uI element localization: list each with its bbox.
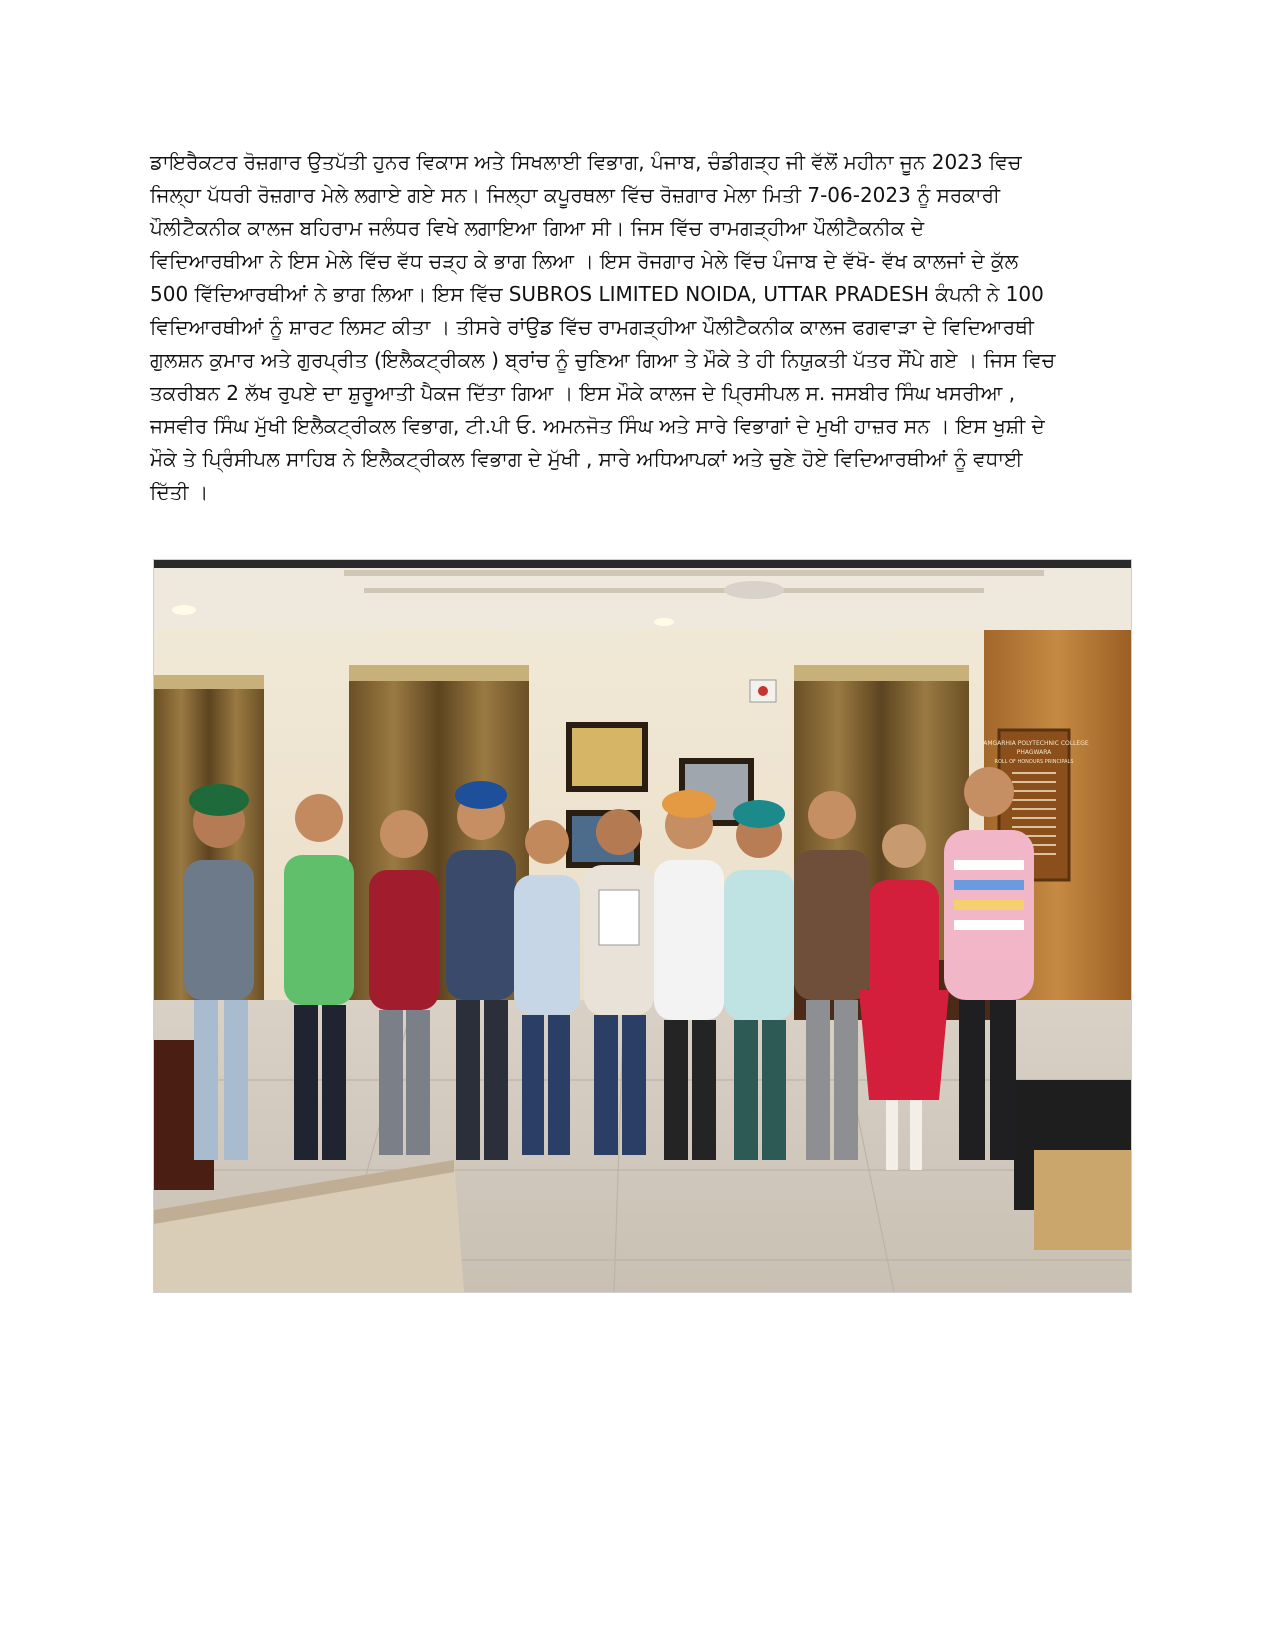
- paragraph-line: ਜਸਵੀਰ ਸਿੰਘ ਮੁੱਖੀ ਇਲੈਕਟ੍ਰੀਕਲ ਵਿਭਾਗ, ਟੀ.ਪੀ ਓ. ਅਮਨਜੋਤ ਸਿੰਘ ਅਤੇ ਸਾਰੇ ਵਿਭਾਗਾਂ ਦੇ ਮੁਖੀ ਹਾਜ਼ਰ ਸਨ । ਇਸ ਖੁਸ਼ੀ ਦੇ: [150, 414, 1045, 438]
- paragraph-line: ਤਕਰੀਬਨ 2 ਲੱਖ ਰੁਪਏ ਦਾ ਸ਼ੁਰੂਆਤੀ ਪੈਕਜ ਦਿੱਤਾ ਗਿਆ । ਇਸ ਮੌਕੇ ਕਾਲਜ ਦੇ ਪ੍ਰਿਸੀਪਲ ਸ. ਜਸਬੀਰ ਸਿੰਘ ਖਸਰੀਆ ,: [150, 381, 1016, 405]
- paragraph-line: ਵਿਦਿਆਰਥੀਆਂ ਨੂੰ ਸ਼ਾਰਟ ਲਿਸਟ ਕੀਤਾ । ਤੀਸਰੇ ਰਾਂਉਡ ਵਿੱਚ ਰਾਮਗੜ੍ਹੀਆ ਪੌਲੀਟੈਕਨੀਕ ਕਾਲਜ ਫਗਵਾੜਾ ਦੇ ਵਿਦਿਆਰਥੀ: [150, 315, 1034, 339]
- paragraph-line: ਮੌਕੇ ਤੇ ਪ੍ਰਿੰਸੀਪਲ ਸਾਹਿਬ ਨੇ ਇਲੈਕਟ੍ਰੀਕਲ ਵਿਭਾਗ ਦੇ ਮੁੱਖੀ , ਸਾਰੇ ਅਧਿਆਪਕਾਂ ਅਤੇ ਚੁਣੇ ਹੋਏ ਵਿਦਿਆਰਥੀਆਂ ਨੂੰ ਵਧਾਈ: [150, 447, 1023, 471]
- article-paragraph: [150, 146, 1125, 509]
- group-photo-illustration: [154, 560, 1131, 1292]
- paragraph-line: ਪੌਲੀਟੈਕਨੀਕ ਕਾਲਜ ਬਹਿਰਾਮ ਜਲੰਧਰ ਵਿਖੇ ਲਗਾਇਆ ਗਿਆ ਸੀ। ਜਿਸ ਵਿੱਚ ਰਾਮਗੜ੍ਹੀਆ ਪੌਲੀਟੈਕਨੀਕ ਦੇ: [150, 216, 925, 240]
- board-title-1: RAMGARHIA POLYTECHNIC COLLEGE: [979, 740, 1089, 747]
- board-title-2: PHAGWARA: [1016, 749, 1052, 756]
- paragraph-line: ਦਿੱਤੀ ।: [150, 480, 209, 504]
- paragraph-line: ਜਿਲ੍ਹਾ ਪੱਧਰੀ ਰੋਜ਼ਗਾਰ ਮੇਲੇ ਲਗਾਏ ਗਏ ਸਨ। ਜਿਲ੍ਹਾ ਕਪੂਰਥਲਾ ਵਿੱਚ ਰੋਜ਼ਗਾਰ ਮੇਲਾ ਮਿਤੀ 7-06-2023 ਨੂੰ ਸਰਕਾਰੀ: [150, 183, 1001, 207]
- paragraph-line: ਗੁਲਸ਼ਨ ਕੁਮਾਰ ਅਤੇ ਗੁਰਪ੍ਰੀਤ (ਇਲੈਕਟ੍ਰੀਕਲ ) ਬ੍ਰਾਂਚ ਨੂੰ ਚੁਣਿਆ ਗਿਆ ਤੇ ਮੌਕੇ ਤੇ ਹੀ ਨਿਯੁਕਤੀ ਪੱਤਰ ਸੌਂਪੇ ਗਏ । ਜਿਸ ਵਿਚ: [150, 348, 1056, 372]
- group-photo: [153, 559, 1132, 1293]
- paragraph-line: ਵਿਦਿਆਰਥੀਆ ਨੇ ਇਸ ਮੇਲੇ ਵਿੱਚ ਵੱਧ ਚੜ੍ਹ ਕੇ ਭਾਗ ਲਿਆ । ਇਸ ਰੋਜਗਾਰ ਮੇਲੇ ਵਿੱਚ ਪੰਜਾਬ ਦੇ ਵੱਖੋ- ਵੱਖ ਕਾਲਜਾਂ ਦੇ ਕੁੱਲ: [150, 249, 1019, 273]
- paragraph-line: ਡਾਇਰੈਕਟਰ ਰੋਜ਼ਗਾਰ ਉਤਪੱਤੀ ਹੁਨਰ ਵਿਕਾਸ ਅਤੇ ਸਿਖਲਾਈ ਵਿਭਾਗ, ਪੰਜਾਬ, ਚੰਡੀਗੜ੍ਹ ਜੀ ਵੱਲੋਂ ਮਹੀਨਾ ਜੂਨ 2023 ਵਿਚ: [150, 150, 1022, 174]
- paragraph-line: 500 ਵਿੱਦਿਆਰਥੀਆਂ ਨੇ ਭਾਗ ਲਿਆ। ਇਸ ਵਿੱਚ SUBROS LIMITED NOIDA, UTTAR PRADESH ਕੰਪਨੀ ਨੇ 100: [150, 282, 1044, 306]
- board-title-3: ROLL OF HONOURS PRINCIPALS: [994, 759, 1074, 765]
